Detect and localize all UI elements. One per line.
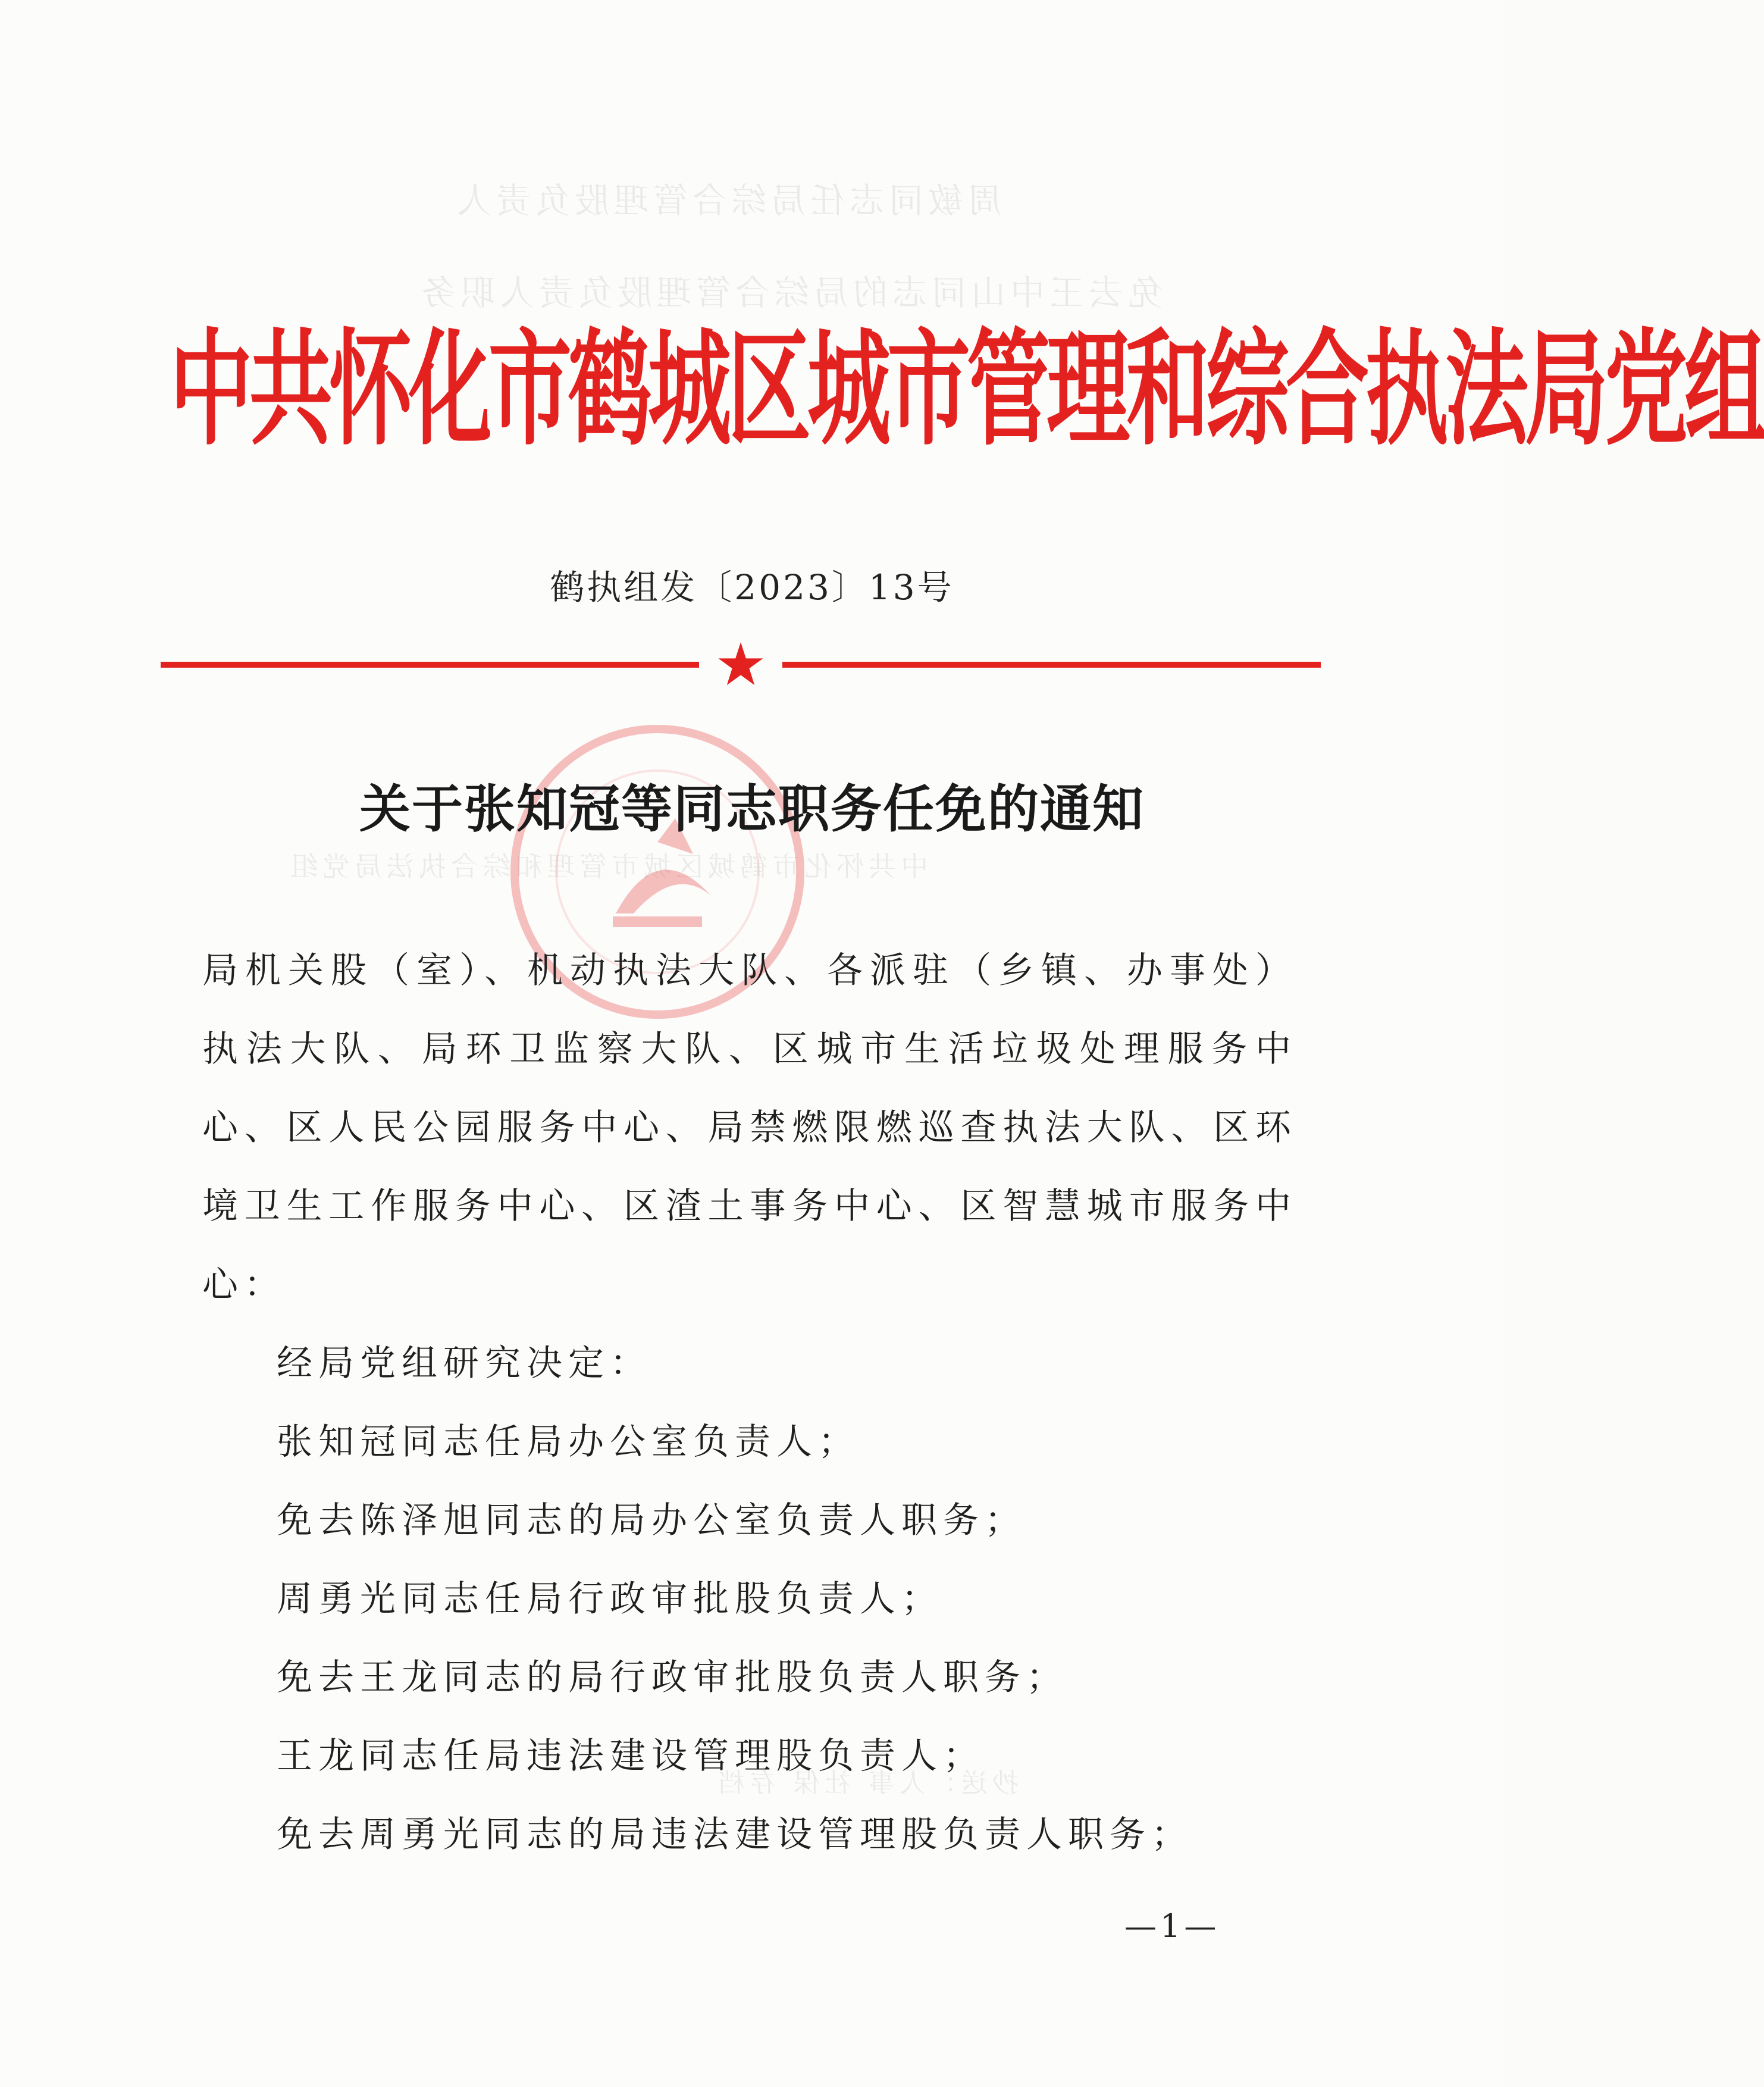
notice-title: 关于张知冠等同志职务任免的通知 <box>359 779 1145 839</box>
paragraph: 经局党组研究决定： <box>277 1343 651 1384</box>
show-through-text: 周敏同志任局综合管理股负责人 <box>452 180 1002 221</box>
star-icon <box>717 640 764 688</box>
document-number: 鹤执组发〔2023〕13号 <box>550 567 954 608</box>
paragraph: 免去周勇光同志的局违法建设管理股负责人职务； <box>277 1814 1193 1856</box>
paragraph: 王龙同志任局违法建设管理股负责人； <box>277 1735 985 1777</box>
show-through-text: 抄送：人事 社保 存档 <box>714 1768 1019 1798</box>
paragraph: 免去王龙同志的局行政审批股负责人职务； <box>277 1657 1068 1698</box>
red-header-title: 中共怀化市鹤城区城市管理和综合执法局党组 <box>170 317 1764 463</box>
divider-rule-left <box>161 662 699 668</box>
divider-rule-right <box>782 662 1321 668</box>
notice-body <box>202 931 1297 1874</box>
show-through-text: 中共怀化市鹤城区城市管理和综合执法局党组 <box>286 850 928 883</box>
paragraph: 免去陈泽旭同志的局办公室负责人职务； <box>277 1500 1026 1541</box>
paragraph: 周勇光同志任局行政审批股负责人； <box>277 1578 943 1620</box>
paragraph: 张知冠同志任局办公室负责人； <box>277 1421 860 1463</box>
show-through-text: 免去王中山同志的局综合管理股负责人职务 <box>416 273 1163 313</box>
addressee-text: 局机关股（室）、机动执法大队、各派驻（乡镇、办事处）执法大队、局环卫监察大队、区城市生活垃圾处理服务中心、区人民公园服务中心、局禁燃限燃巡查执法大队、区环境卫生工作服务中心、区渣土事务中心、区智慧城市服务中心： <box>202 950 1297 1306</box>
page-number: —1— <box>1124 1907 1220 1945</box>
red-divider <box>161 643 1321 684</box>
